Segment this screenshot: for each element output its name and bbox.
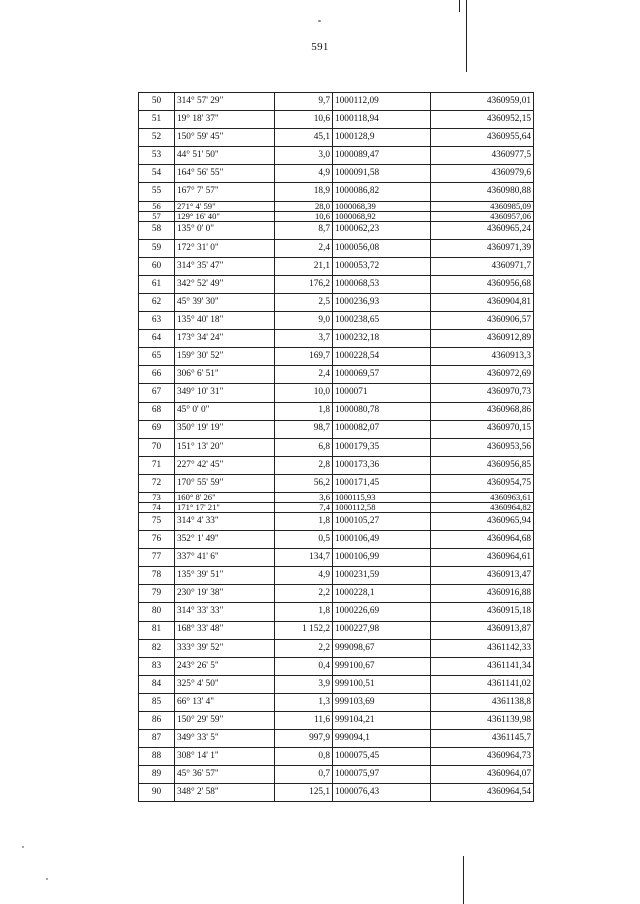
direction-angle-cell: 352° 1' 49" (175, 531, 275, 549)
table-row (139, 420, 534, 438)
distance-cell: 1 152,2 (275, 621, 333, 639)
direction-angle-cell: 172° 31' 0" (175, 239, 275, 257)
y-coordinate-cell: 4360970,73 (431, 384, 534, 402)
y-coordinate-cell: 4360954,75 (431, 474, 534, 492)
scan-smudge-left (22, 846, 24, 848)
point-number-cell: 58 (139, 221, 175, 239)
y-coordinate-cell: 4360965,94 (431, 512, 534, 530)
direction-angle-cell: 168° 33' 48" (175, 621, 275, 639)
point-number-cell: 52 (139, 129, 175, 147)
direction-angle-cell: 45° 36' 57" (175, 766, 275, 784)
y-coordinate-cell: 4360916,88 (431, 585, 534, 603)
table-row (139, 348, 534, 366)
x-coordinate-cell: 999104,21 (333, 712, 431, 730)
y-coordinate-cell: 4360964,73 (431, 748, 534, 766)
table-row (139, 293, 534, 311)
table-row (139, 312, 534, 330)
y-coordinate-cell: 4360955,64 (431, 129, 534, 147)
table-row (139, 330, 534, 348)
point-number-cell: 85 (139, 693, 175, 711)
distance-cell: 125,1 (275, 784, 333, 802)
y-coordinate-cell: 4360915,18 (431, 603, 534, 621)
point-number-cell: 62 (139, 293, 175, 311)
point-number-cell: 86 (139, 712, 175, 730)
table-row (139, 549, 534, 567)
x-coordinate-cell: 1000075,97 (333, 766, 431, 784)
distance-cell: 1,8 (275, 603, 333, 621)
table-row (139, 111, 534, 129)
scan-smudge-top (318, 20, 321, 22)
direction-angle-cell: 164° 56' 55" (175, 165, 275, 183)
point-number-cell: 70 (139, 438, 175, 456)
direction-angle-cell: 45° 39' 30" (175, 293, 275, 311)
y-coordinate-cell: 4361142,33 (431, 639, 534, 657)
table-row (139, 474, 534, 492)
distance-cell: 21,1 (275, 257, 333, 275)
table-row (139, 512, 534, 530)
distance-cell: 0,5 (275, 531, 333, 549)
distance-cell: 4,9 (275, 567, 333, 585)
y-coordinate-cell: 4360956,68 (431, 275, 534, 293)
table-row (139, 402, 534, 420)
point-number-cell: 90 (139, 784, 175, 802)
table-row (139, 221, 534, 239)
point-number-cell: 79 (139, 585, 175, 603)
direction-angle-cell: 243° 26' 5" (175, 657, 275, 675)
point-number-cell: 56 (139, 201, 175, 211)
x-coordinate-cell: 1000226,69 (333, 603, 431, 621)
y-coordinate-cell: 4360979,6 (431, 165, 534, 183)
x-coordinate-cell: 1000068,53 (333, 275, 431, 293)
y-coordinate-cell: 4360956,85 (431, 456, 534, 474)
direction-angle-cell: 314° 33' 33" (175, 603, 275, 621)
coordinates-table-body (139, 93, 534, 802)
distance-cell: 997,9 (275, 730, 333, 748)
direction-angle-cell: 66° 13' 4" (175, 693, 275, 711)
distance-cell: 28,0 (275, 201, 333, 211)
distance-cell: 169,7 (275, 348, 333, 366)
table-row (139, 639, 534, 657)
point-number-cell: 60 (139, 257, 175, 275)
point-number-cell: 54 (139, 165, 175, 183)
x-coordinate-cell: 999100,67 (333, 657, 431, 675)
y-coordinate-cell: 4360965,24 (431, 221, 534, 239)
point-number-cell: 51 (139, 111, 175, 129)
y-coordinate-cell: 4360913,87 (431, 621, 534, 639)
table-row (139, 585, 534, 603)
point-number-cell: 87 (139, 730, 175, 748)
y-coordinate-cell: 4360964,68 (431, 531, 534, 549)
x-coordinate-cell: 1000238,65 (333, 312, 431, 330)
point-number-cell: 59 (139, 239, 175, 257)
point-number-cell: 82 (139, 639, 175, 657)
y-coordinate-cell: 4361139,98 (431, 712, 534, 730)
point-number-cell: 84 (139, 675, 175, 693)
distance-cell: 1,8 (275, 402, 333, 420)
direction-angle-cell: 44° 51' 50" (175, 147, 275, 165)
x-coordinate-cell: 1000179,35 (333, 438, 431, 456)
table-row (139, 384, 534, 402)
direction-angle-cell: 135° 40' 18" (175, 312, 275, 330)
x-coordinate-cell: 1000227,98 (333, 621, 431, 639)
point-number-cell: 75 (139, 512, 175, 530)
y-coordinate-cell: 4361145,7 (431, 730, 534, 748)
table-row (139, 748, 534, 766)
direction-angle-cell: 45° 0' 0" (175, 402, 275, 420)
direction-angle-cell: 348° 2' 58" (175, 784, 275, 802)
point-number-cell: 65 (139, 348, 175, 366)
x-coordinate-cell: 1000062,23 (333, 221, 431, 239)
point-number-cell: 81 (139, 621, 175, 639)
x-coordinate-cell: 1000068,39 (333, 201, 431, 211)
table-row (139, 147, 534, 165)
x-coordinate-cell: 1000086,82 (333, 183, 431, 201)
scan-mark-bottom-right (463, 856, 464, 904)
distance-cell: 2,2 (275, 639, 333, 657)
point-number-cell: 68 (139, 402, 175, 420)
y-coordinate-cell: 4361138,8 (431, 693, 534, 711)
x-coordinate-cell: 999094,1 (333, 730, 431, 748)
direction-angle-cell: 271° 4' 59" (175, 201, 275, 211)
x-coordinate-cell: 1000082,07 (333, 420, 431, 438)
direction-angle-cell: 171° 17' 21" (175, 502, 275, 512)
y-coordinate-cell: 4360963,61 (431, 492, 534, 502)
distance-cell: 0,4 (275, 657, 333, 675)
x-coordinate-cell: 1000056,08 (333, 239, 431, 257)
direction-angle-cell: 173° 34' 24" (175, 330, 275, 348)
point-number-cell: 78 (139, 567, 175, 585)
y-coordinate-cell: 4360971,7 (431, 257, 534, 275)
point-number-cell: 83 (139, 657, 175, 675)
table-row (139, 129, 534, 147)
point-number-cell: 53 (139, 147, 175, 165)
table-row (139, 438, 534, 456)
x-coordinate-cell: 1000128,9 (333, 129, 431, 147)
table-row (139, 93, 534, 111)
table-row (139, 567, 534, 585)
direction-angle-cell: 342° 52' 49" (175, 275, 275, 293)
distance-cell: 45,1 (275, 129, 333, 147)
y-coordinate-cell: 4360953,56 (431, 438, 534, 456)
direction-angle-cell: 167° 7' 57" (175, 183, 275, 201)
distance-cell: 2,5 (275, 293, 333, 311)
y-coordinate-cell: 4361141,34 (431, 657, 534, 675)
point-number-cell: 74 (139, 502, 175, 512)
y-coordinate-cell: 4360971,39 (431, 239, 534, 257)
direction-angle-cell: 314° 57' 29" (175, 93, 275, 111)
distance-cell: 2,4 (275, 366, 333, 384)
x-coordinate-cell: 999103,69 (333, 693, 431, 711)
y-coordinate-cell: 4360957,06 (431, 211, 534, 221)
x-coordinate-cell: 1000228,1 (333, 585, 431, 603)
distance-cell: 10,6 (275, 211, 333, 221)
distance-cell: 56,2 (275, 474, 333, 492)
distance-cell: 10,6 (275, 111, 333, 129)
table-row (139, 502, 534, 512)
distance-cell: 134,7 (275, 549, 333, 567)
table-row (139, 165, 534, 183)
x-coordinate-cell: 1000076,43 (333, 784, 431, 802)
x-coordinate-cell: 1000075,45 (333, 748, 431, 766)
distance-cell: 11,6 (275, 712, 333, 730)
distance-cell: 0,7 (275, 766, 333, 784)
table-row (139, 211, 534, 221)
distance-cell: 2,4 (275, 239, 333, 257)
table-row (139, 183, 534, 201)
distance-cell: 18,9 (275, 183, 333, 201)
point-number-cell: 76 (139, 531, 175, 549)
distance-cell: 9,0 (275, 312, 333, 330)
table-row (139, 730, 534, 748)
point-number-cell: 50 (139, 93, 175, 111)
point-number-cell: 64 (139, 330, 175, 348)
table-row (139, 366, 534, 384)
distance-cell: 8,7 (275, 221, 333, 239)
point-number-cell: 57 (139, 211, 175, 221)
direction-angle-cell: 135° 0' 0" (175, 221, 275, 239)
distance-cell: 7,4 (275, 502, 333, 512)
point-number-cell: 73 (139, 492, 175, 502)
x-coordinate-cell: 1000091,58 (333, 165, 431, 183)
page-number: 591 (311, 41, 329, 53)
table-row (139, 492, 534, 502)
x-coordinate-cell: 1000232,18 (333, 330, 431, 348)
distance-cell: 2,2 (275, 585, 333, 603)
table-row (139, 693, 534, 711)
point-number-cell: 55 (139, 183, 175, 201)
y-coordinate-cell: 4360968,86 (431, 402, 534, 420)
y-coordinate-cell: 4360913,3 (431, 348, 534, 366)
y-coordinate-cell: 4360972,69 (431, 366, 534, 384)
direction-angle-cell: 160° 8' 26" (175, 492, 275, 502)
point-number-cell: 63 (139, 312, 175, 330)
distance-cell: 176,2 (275, 275, 333, 293)
direction-angle-cell: 349° 10' 31" (175, 384, 275, 402)
direction-angle-cell: 333° 39' 52" (175, 639, 275, 657)
point-number-cell: 71 (139, 456, 175, 474)
y-coordinate-cell: 4361141,02 (431, 675, 534, 693)
x-coordinate-cell: 1000112,58 (333, 502, 431, 512)
y-coordinate-cell: 4360970,15 (431, 420, 534, 438)
distance-cell: 9,7 (275, 93, 333, 111)
point-number-cell: 69 (139, 420, 175, 438)
point-number-cell: 88 (139, 748, 175, 766)
point-number-cell: 77 (139, 549, 175, 567)
y-coordinate-cell: 4360959,01 (431, 93, 534, 111)
table-row (139, 531, 534, 549)
y-coordinate-cell: 4360977,5 (431, 147, 534, 165)
x-coordinate-cell: 1000068,92 (333, 211, 431, 221)
direction-angle-cell: 306° 6' 51" (175, 366, 275, 384)
coordinates-table (138, 92, 534, 802)
y-coordinate-cell: 4360964,54 (431, 784, 534, 802)
table-row (139, 257, 534, 275)
y-coordinate-cell: 4360980,88 (431, 183, 534, 201)
direction-angle-cell: 129° 16' 40" (175, 211, 275, 221)
y-coordinate-cell: 4360964,82 (431, 502, 534, 512)
x-coordinate-cell: 1000053,72 (333, 257, 431, 275)
point-number-cell: 66 (139, 366, 175, 384)
x-coordinate-cell: 1000228,54 (333, 348, 431, 366)
y-coordinate-cell: 4360964,07 (431, 766, 534, 784)
table-row (139, 621, 534, 639)
x-coordinate-cell: 1000118,94 (333, 111, 431, 129)
distance-cell: 3,9 (275, 675, 333, 693)
x-coordinate-cell: 1000080,78 (333, 402, 431, 420)
point-number-cell: 67 (139, 384, 175, 402)
table-row (139, 456, 534, 474)
x-coordinate-cell: 1000106,49 (333, 531, 431, 549)
y-coordinate-cell: 4360952,15 (431, 111, 534, 129)
x-coordinate-cell: 1000069,57 (333, 366, 431, 384)
direction-angle-cell: 308° 14' 1" (175, 748, 275, 766)
distance-cell: 1,3 (275, 693, 333, 711)
distance-cell: 98,7 (275, 420, 333, 438)
table-row (139, 766, 534, 784)
direction-angle-cell: 227° 42' 45" (175, 456, 275, 474)
x-coordinate-cell: 1000115,93 (333, 492, 431, 502)
x-coordinate-cell: 1000112,09 (333, 93, 431, 111)
x-coordinate-cell: 1000089,47 (333, 147, 431, 165)
x-coordinate-cell: 1000231,59 (333, 567, 431, 585)
distance-cell: 6,8 (275, 438, 333, 456)
table-row (139, 784, 534, 802)
table-row (139, 201, 534, 211)
y-coordinate-cell: 4360906,57 (431, 312, 534, 330)
table-row (139, 603, 534, 621)
y-coordinate-cell: 4360913,47 (431, 567, 534, 585)
direction-angle-cell: 314° 35' 47" (175, 257, 275, 275)
table-row (139, 657, 534, 675)
direction-angle-cell: 150° 29' 59" (175, 712, 275, 730)
table-row (139, 275, 534, 293)
distance-cell: 3,6 (275, 492, 333, 502)
x-coordinate-cell: 1000105,27 (333, 512, 431, 530)
distance-cell: 10,0 (275, 384, 333, 402)
point-number-cell: 61 (139, 275, 175, 293)
scan-mark-top-right-2 (466, 0, 467, 72)
x-coordinate-cell: 1000236,93 (333, 293, 431, 311)
direction-angle-cell: 325° 4' 50" (175, 675, 275, 693)
point-number-cell: 80 (139, 603, 175, 621)
direction-angle-cell: 230° 19' 38" (175, 585, 275, 603)
direction-angle-cell: 314° 4' 33" (175, 512, 275, 530)
table-row (139, 675, 534, 693)
table-row (139, 712, 534, 730)
table-row (139, 239, 534, 257)
y-coordinate-cell: 4360904,81 (431, 293, 534, 311)
distance-cell: 1,8 (275, 512, 333, 530)
direction-angle-cell: 350° 19' 19" (175, 420, 275, 438)
direction-angle-cell: 151° 13' 20" (175, 438, 275, 456)
direction-angle-cell: 170° 55' 59" (175, 474, 275, 492)
scan-smudge-left-2 (46, 878, 48, 880)
x-coordinate-cell: 1000173,36 (333, 456, 431, 474)
x-coordinate-cell: 999098,67 (333, 639, 431, 657)
y-coordinate-cell: 4360912,89 (431, 330, 534, 348)
y-coordinate-cell: 4360964,61 (431, 549, 534, 567)
distance-cell: 0,8 (275, 748, 333, 766)
x-coordinate-cell: 999100,51 (333, 675, 431, 693)
direction-angle-cell: 159° 30' 52" (175, 348, 275, 366)
distance-cell: 4,9 (275, 165, 333, 183)
point-number-cell: 89 (139, 766, 175, 784)
distance-cell: 3,0 (275, 147, 333, 165)
direction-angle-cell: 337° 41' 6" (175, 549, 275, 567)
direction-angle-cell: 19° 18' 37" (175, 111, 275, 129)
direction-angle-cell: 150° 59' 45" (175, 129, 275, 147)
x-coordinate-cell: 1000106,99 (333, 549, 431, 567)
x-coordinate-cell: 1000071 (333, 384, 431, 402)
x-coordinate-cell: 1000171,45 (333, 474, 431, 492)
point-number-cell: 72 (139, 474, 175, 492)
direction-angle-cell: 349° 33' 5" (175, 730, 275, 748)
y-coordinate-cell: 4360985,09 (431, 201, 534, 211)
distance-cell: 2,8 (275, 456, 333, 474)
direction-angle-cell: 135° 39' 51" (175, 567, 275, 585)
scan-mark-top-right (459, 0, 460, 12)
distance-cell: 3,7 (275, 330, 333, 348)
